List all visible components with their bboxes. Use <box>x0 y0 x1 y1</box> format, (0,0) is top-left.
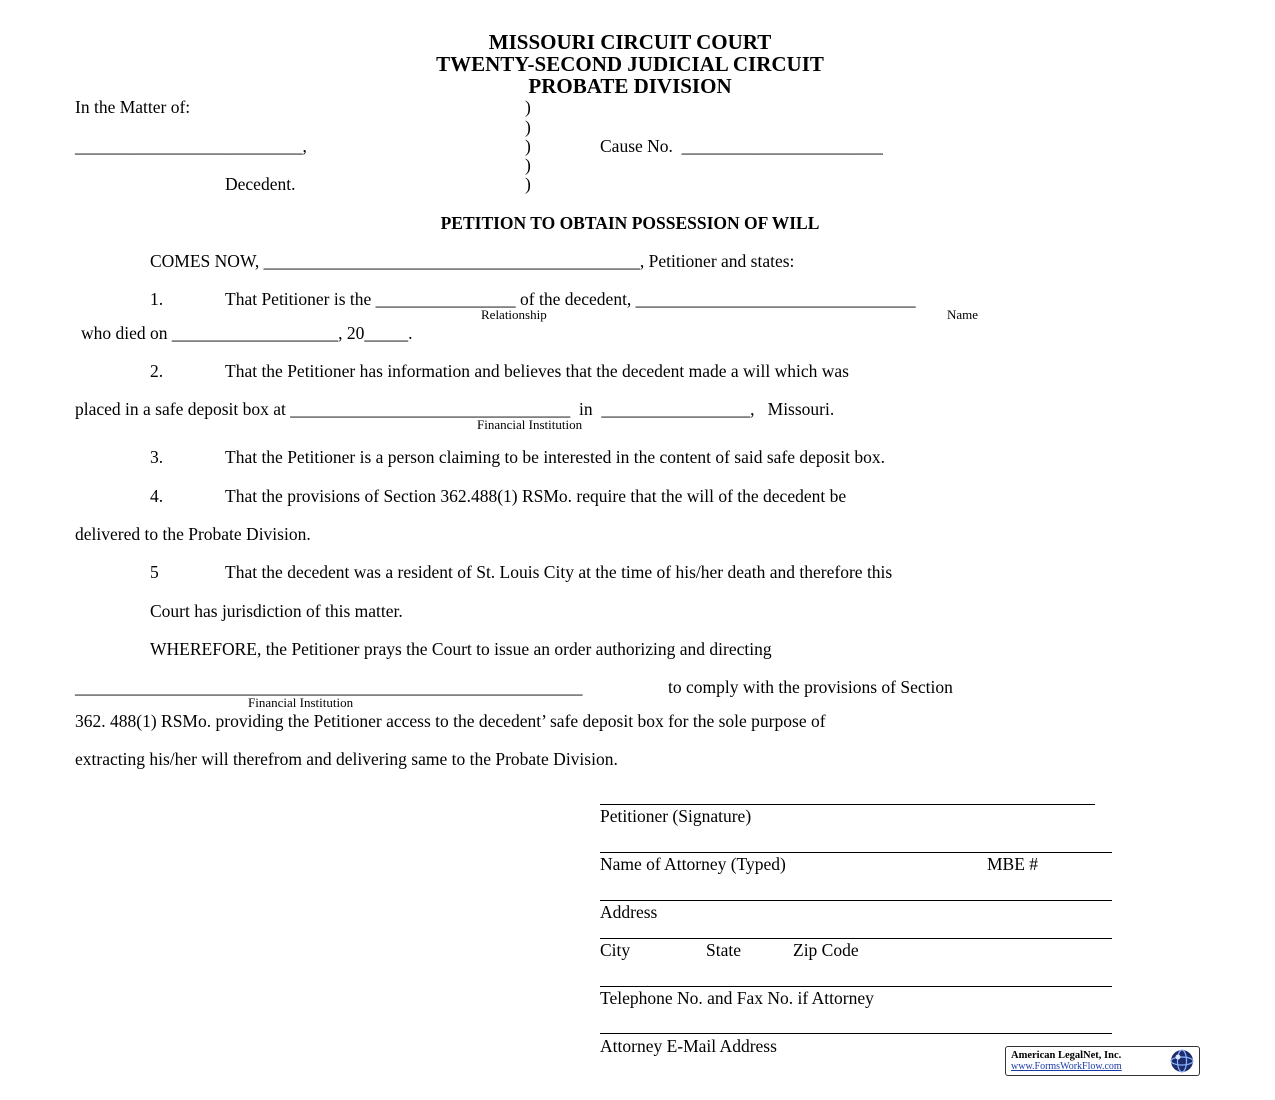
paragraph-4-continuation: delivered to the Probate Division. <box>75 524 311 544</box>
wherefore-text-continued: to comply with the provisions of Section <box>668 677 953 697</box>
logo-url-link[interactable]: www.FormsWorkFlow.com <box>1011 1061 1122 1072</box>
paragraph-2-number: 2. <box>150 361 164 381</box>
financial-institution-field[interactable]: __________________________________________________________ <box>75 677 583 697</box>
caption-paren: ) <box>525 136 531 156</box>
wherefore-text: WHEREFORE, the Petitioner prays the Court to issue an order authorizing and directing <box>150 639 772 659</box>
petition-title: PETITION TO OBTAIN POSSESSION OF WILL <box>440 213 820 233</box>
cause-number-field[interactable]: Cause No. _______________________ <box>600 136 883 156</box>
email-label: Attorney E-Mail Address <box>600 1036 777 1056</box>
american-legalnet-logo[interactable] <box>1005 1046 1200 1076</box>
petitioner-signature-label: Petitioner (Signature) <box>600 806 752 826</box>
court-name: MISSOURI CIRCUIT COURT <box>488 30 772 54</box>
attorney-name-label: Name of Attorney (Typed) <box>600 854 786 874</box>
mbe-number-label: MBE # <box>987 854 1039 874</box>
paragraph-3-number: 3. <box>150 447 164 467</box>
relationship-caption: Relationship <box>481 307 547 322</box>
paragraph-4-text: That the provisions of Section 362.488(1) RSMo. require that the will of the decedent be <box>225 486 847 506</box>
paragraph-2-continuation[interactable]: placed in a safe deposit box at ________________________________ in _________________, Missouri. <box>75 399 835 419</box>
paragraph-5-continuation: Court has jurisdiction of this matter. <box>150 601 403 621</box>
state-label: State <box>706 940 741 960</box>
paragraph-5-number: 5 <box>150 562 159 582</box>
in-the-matter-label: In the Matter of: <box>75 97 191 117</box>
petitioner-signature-line[interactable] <box>600 804 1095 805</box>
telephone-label: Telephone No. and Fax No. if Attorney <box>600 988 874 1008</box>
logo-company-name: American LegalNet, Inc. <box>1011 1050 1122 1061</box>
address-label: Address <box>600 902 658 922</box>
city-state-zip-line[interactable] <box>600 938 1112 939</box>
caption-paren: ) <box>525 155 531 175</box>
wherefore-continuation-1: 362. 488(1) RSMo. providing the Petitioner access to the decedent’ safe deposit box for the sole purpose of <box>75 711 826 731</box>
caption-paren: ) <box>525 97 531 117</box>
attorney-name-line[interactable] <box>600 852 1112 853</box>
decedent-label: Decedent. <box>225 174 296 194</box>
caption-paren: ) <box>525 117 531 137</box>
paragraph-4-number: 4. <box>150 486 164 506</box>
paragraph-5-text: That the decedent was a resident of St. Louis City at the time of his/her death and therefore this <box>225 562 893 582</box>
comes-now-line[interactable]: COMES NOW, ___________________________________________, Petitioner and states: <box>150 251 795 271</box>
date-of-death-line[interactable]: who died on ___________________, 20_____. <box>81 323 413 343</box>
financial-institution-caption: Financial Institution <box>248 695 354 710</box>
division-name: PROBATE DIVISION <box>528 74 732 98</box>
wherefore-continuation-2: extracting his/her will therefrom and delivering same to the Probate Division. <box>75 749 618 769</box>
paragraph-3-text: That the Petitioner is a person claiming to be interested in the content of said safe deposit box. <box>225 447 885 467</box>
telephone-line[interactable] <box>600 986 1112 987</box>
financial-institution-caption: Financial Institution <box>477 417 583 432</box>
name-caption: Name <box>947 307 979 322</box>
paragraph-1-number: 1. <box>150 289 164 309</box>
email-line[interactable] <box>600 1033 1112 1034</box>
city-label: City <box>600 940 631 960</box>
paragraph-2-text: That the Petitioner has information and believes that the decedent made a will which was <box>225 361 849 381</box>
zip-code-label: Zip Code <box>793 940 859 960</box>
caption-paren: ) <box>525 174 531 194</box>
decedent-name-field[interactable]: __________________________, <box>75 136 307 156</box>
paragraph-1-text[interactable]: That Petitioner is the ________________ of the decedent, ________________________________ <box>225 289 916 309</box>
globe-icon <box>1168 1048 1196 1074</box>
address-line[interactable] <box>600 900 1112 901</box>
circuit-name: TWENTY-SECOND JUDICIAL CIRCUIT <box>436 52 824 76</box>
